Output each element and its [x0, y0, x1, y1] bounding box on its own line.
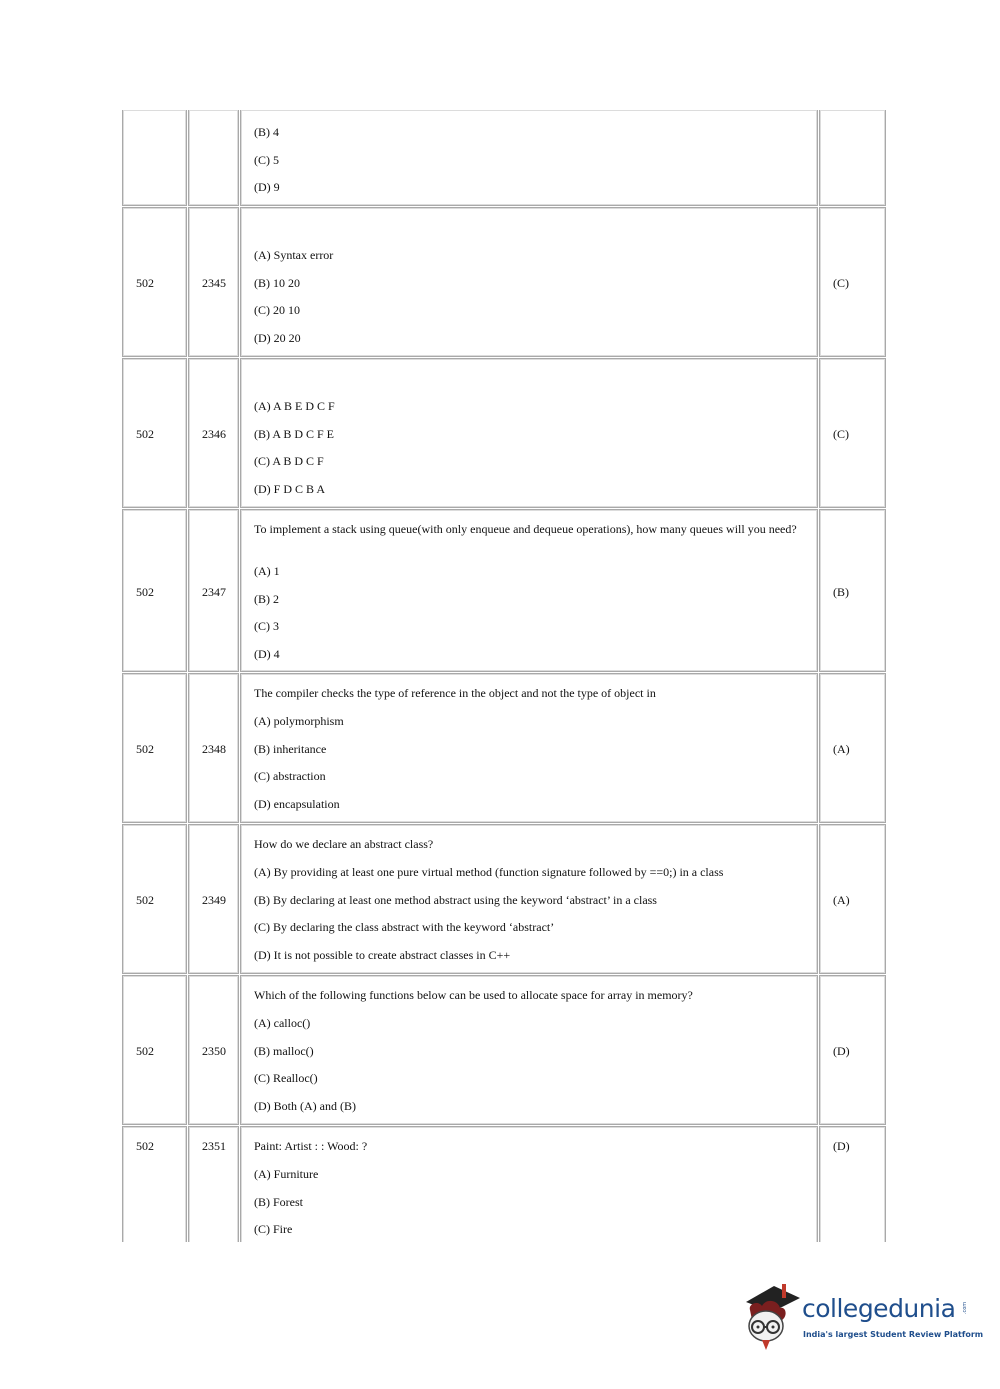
answer: (B): [833, 585, 849, 599]
subject-code: 502: [136, 1044, 154, 1058]
option: (C) 20 10: [254, 303, 300, 317]
table-row: [122, 975, 886, 1125]
subject-code-cell: [122, 207, 187, 357]
table-row: [122, 110, 886, 206]
question-text: The compiler checks the type of reference in the object and not the type of object in: [254, 686, 656, 700]
option: (B) 10 20: [254, 276, 300, 290]
subject-code: 502: [136, 1139, 154, 1153]
option: (D) 4: [254, 647, 280, 661]
table-row: [122, 509, 886, 672]
option: (C) By declaring the class abstract with the keyword ‘abstract’: [254, 920, 555, 934]
subject-code-cell: [122, 358, 187, 508]
question-cell: [240, 673, 818, 823]
option: (C) Realloc(): [254, 1071, 318, 1085]
answer: (C): [833, 276, 849, 290]
question-cell: [240, 975, 818, 1125]
table-row: [122, 824, 886, 974]
subject-code: 502: [136, 427, 154, 441]
question-id-cell: [188, 1126, 239, 1242]
option: (C) A B D C F: [254, 454, 324, 468]
answer-cell: [819, 110, 886, 206]
subject-code-cell: [122, 509, 187, 672]
option: (A) A B E D C F: [254, 399, 335, 413]
subject-code-cell: [122, 975, 187, 1125]
question-cell: [240, 110, 818, 206]
question-id: 2346: [202, 427, 226, 441]
answer: (D): [833, 1044, 850, 1058]
option: (C) abstraction: [254, 769, 326, 783]
question-text: Paint: Artist : : Wood: ?: [254, 1139, 368, 1153]
question-id-cell: [188, 358, 239, 508]
table-row: [122, 358, 886, 508]
question-cell: [240, 509, 818, 672]
option: (A) By providing at least one pure virtual method (function signature followed by ==0;) in a class: [254, 865, 724, 879]
answer: (A): [833, 742, 850, 756]
option: (A) calloc(): [254, 1016, 311, 1030]
question-id-cell: [188, 509, 239, 672]
option: (D) 20 20: [254, 331, 301, 345]
question-cell: [240, 1126, 818, 1242]
mascot-icon: [740, 1280, 804, 1352]
answer-cell: [819, 673, 886, 823]
subject-code: 502: [136, 742, 154, 756]
option: (A) 1: [254, 564, 280, 578]
option: (D) 9: [254, 180, 280, 194]
option: (A) Syntax error: [254, 248, 334, 262]
subject-code: 502: [136, 276, 154, 290]
table-row: [122, 207, 886, 357]
option: (B) A B D C F E: [254, 427, 335, 441]
question-text: Which of the following functions below can be used to allocate space for array in memory?: [254, 988, 693, 1002]
option: (C) 5: [254, 153, 279, 167]
brand-suffix: .com: [962, 1301, 969, 1315]
question-id: 2348: [202, 742, 226, 756]
question-text: How do we declare an abstract class?: [254, 837, 434, 851]
option: (D) F D C B A: [254, 482, 326, 496]
option: (C) 3: [254, 619, 279, 633]
option: (D) Both (A) and (B): [254, 1099, 356, 1113]
option: (D) encapsulation: [254, 797, 340, 811]
answer: (D): [833, 1139, 850, 1153]
answer: (A): [833, 893, 850, 907]
collegedunia-logo: [740, 1280, 984, 1360]
option: (B) inheritance: [254, 742, 327, 756]
answer-cell: [819, 975, 886, 1125]
option: (D) It is not possible to create abstract classes in C++: [254, 948, 511, 962]
answer: (C): [833, 427, 849, 441]
option: (B) Forest: [254, 1195, 303, 1209]
option: (A) Furniture: [254, 1167, 319, 1181]
option: (B) 4: [254, 125, 279, 139]
question-id-cell: [188, 207, 239, 357]
subject-code-cell: [122, 110, 187, 206]
answer-cell: [819, 207, 886, 357]
option: (B) By declaring at least one method abstract using the keyword ‘abstract’ in a class: [254, 893, 657, 907]
answer-cell: [819, 824, 886, 974]
question-cell: [240, 358, 818, 508]
subject-code-cell: [122, 1126, 187, 1242]
question-id-cell: [188, 673, 239, 823]
question-cell: [240, 207, 818, 357]
subject-code-cell: [122, 673, 187, 823]
question-text: To implement a stack using queue(with only enqueue and dequeue operations), how many queues will you need?: [254, 522, 797, 536]
option: (B) 2: [254, 592, 279, 606]
question-id: 2349: [202, 893, 226, 907]
answer-cell: [819, 358, 886, 508]
question-id: 2351: [202, 1139, 226, 1153]
answer-cell: [819, 1126, 886, 1242]
option: (B) malloc(): [254, 1044, 314, 1058]
option: (A) polymorphism: [254, 714, 344, 728]
question-id: 2345: [202, 276, 226, 290]
question-id-cell: [188, 110, 239, 206]
answer-cell: [819, 509, 886, 672]
subject-code: 502: [136, 585, 154, 599]
question-table: [122, 110, 886, 1242]
question-id-cell: [188, 824, 239, 974]
question-id: 2350: [202, 1044, 226, 1058]
table-row: [122, 673, 886, 823]
question-id-cell: [188, 975, 239, 1125]
option: (C) Fire: [254, 1222, 293, 1236]
brand-name: collegedunia: [802, 1294, 956, 1323]
table-row: [122, 1126, 886, 1242]
subject-code: 502: [136, 893, 154, 907]
brand-tagline: India's largest Student Review Platform: [803, 1330, 984, 1339]
subject-code-cell: [122, 824, 187, 974]
question-id: 2347: [202, 585, 226, 599]
question-cell: [240, 824, 818, 974]
